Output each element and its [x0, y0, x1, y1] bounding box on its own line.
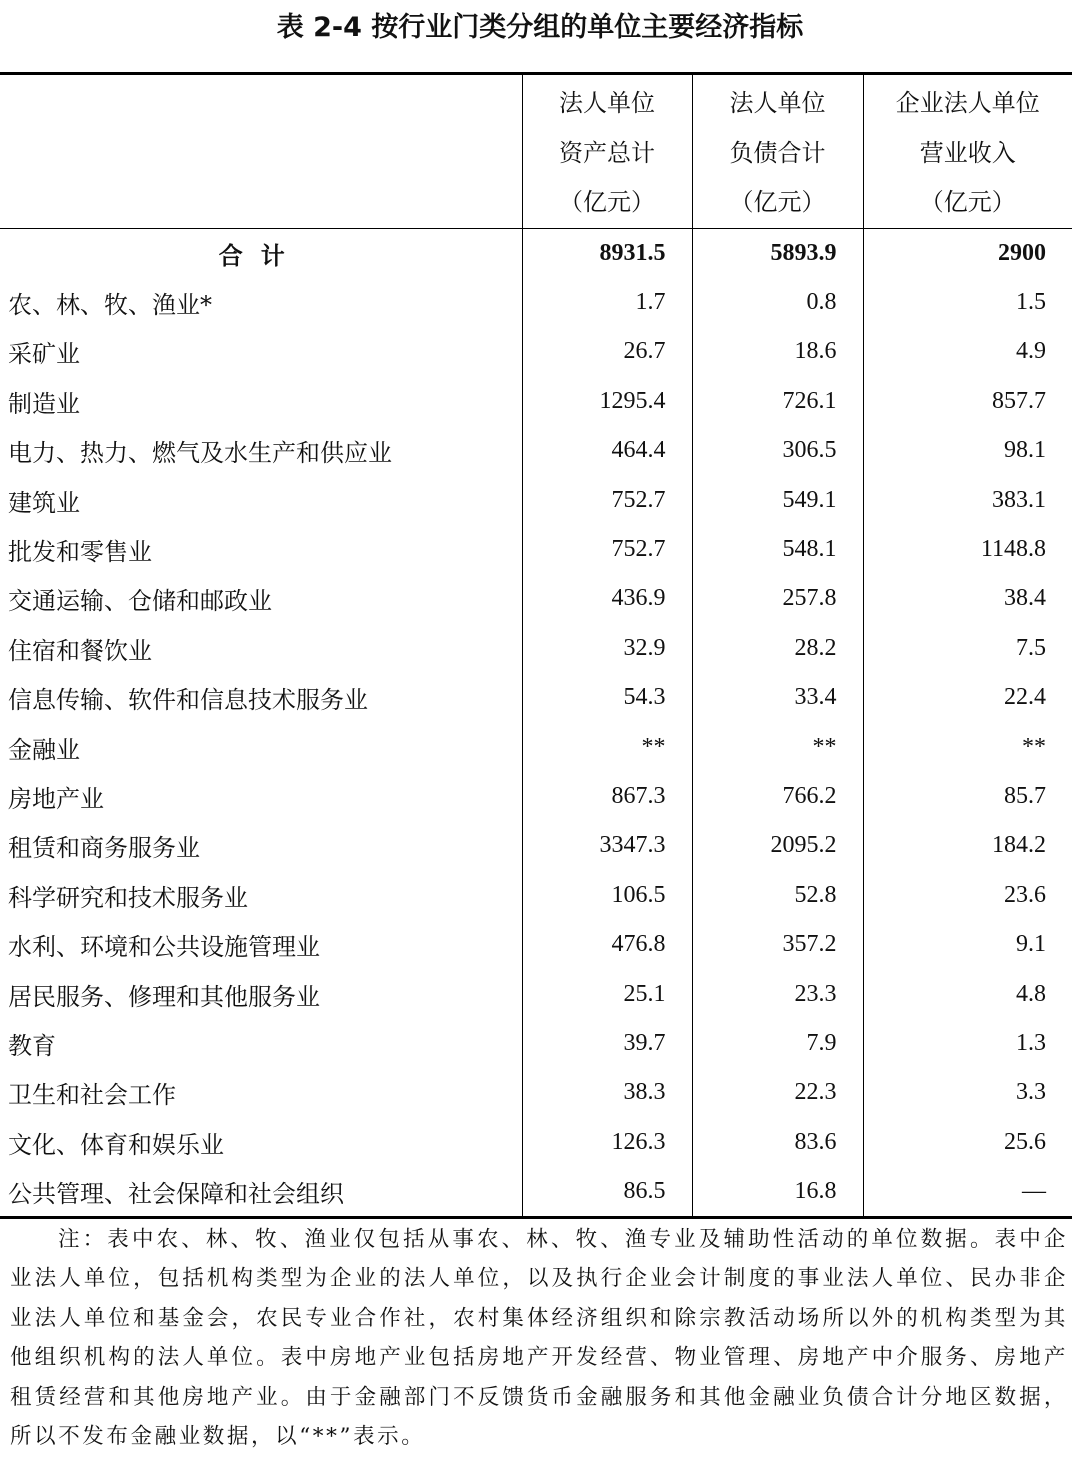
revenue-value: 4.8 [863, 969, 1072, 1018]
revenue-value: 98.1 [863, 426, 1072, 475]
industry-label: 卫生和社会工作 [8, 1081, 176, 1110]
revenue-value: 22.4 [863, 673, 1072, 722]
assets-value: 86.5 [522, 1167, 692, 1218]
revenue-value: 38.4 [863, 574, 1072, 623]
table-row [0, 525, 1072, 574]
industry-label: 信息传输、软件和信息技术服务业 [8, 686, 368, 715]
liabilities-value: 2095.2 [692, 821, 863, 870]
table-row [0, 475, 1072, 524]
liabilities-value: 52.8 [692, 871, 863, 920]
revenue-value: 1.5 [863, 278, 1072, 327]
header-line: （亿元） [919, 188, 1016, 216]
table-row [0, 969, 1072, 1018]
industry-label: 农、林、牧、渔业* [8, 291, 212, 320]
industry-label: 公共管理、社会保障和社会组织 [0, 1167, 522, 1218]
liabilities-value: 549.1 [692, 475, 863, 524]
industry-label: 金融业 [8, 735, 80, 764]
table-row [0, 426, 1072, 475]
liabilities-value: 766.2 [692, 772, 863, 821]
industry-label: 采矿业 [8, 340, 80, 369]
assets-value: 54.3 [522, 673, 692, 722]
assets-value: 32.9 [522, 624, 692, 673]
liabilities-value: 23.3 [692, 969, 863, 1018]
header-blank-cell [0, 74, 522, 229]
header-line: 企业法人单位 [895, 89, 1040, 117]
industry-label: 文化、体育和娱乐业 [8, 1130, 224, 1159]
industry-label: 电力、热力、燃气及水生产和供应业 [8, 439, 392, 468]
assets-value: 3347.3 [522, 821, 692, 870]
assets-value: 1.7 [522, 278, 692, 327]
header-line: 负债合计 [729, 138, 826, 167]
assets-value: 126.3 [522, 1118, 692, 1167]
total-label: 合计 [218, 240, 303, 270]
industry-label: 交通运输、仓储和邮政业 [8, 587, 272, 616]
revenue-value: 3.3 [863, 1068, 1072, 1117]
liabilities-value: 22.3 [692, 1068, 863, 1117]
table-title: 表 2-4 按行业门类分组的单位主要经济指标 [276, 12, 804, 43]
header-line: 法人单位 [729, 89, 826, 117]
revenue-value: ** [863, 722, 1072, 771]
industry-label: 居民服务、修理和其他服务业 [8, 982, 320, 1011]
header-row [0, 74, 1072, 229]
assets-value: 1295.4 [522, 377, 692, 426]
header-line: 法人单位 [559, 89, 655, 117]
table-row [0, 871, 1072, 920]
header-line: 资产总计 [559, 138, 655, 167]
table-row [0, 1019, 1072, 1068]
industry-label: 批发和零售业 [8, 538, 152, 567]
total-liabilities-value: 5893.9 [692, 228, 863, 278]
header-operating-revenue [863, 74, 1072, 229]
assets-value: 476.8 [522, 920, 692, 969]
liabilities-value: 7.9 [692, 1019, 863, 1068]
total-assets-value: 8931.5 [522, 228, 692, 278]
liabilities-value: 726.1 [692, 377, 863, 426]
liabilities-value: 83.6 [692, 1118, 863, 1167]
revenue-value: 1.3 [863, 1019, 1072, 1068]
liabilities-value: 28.2 [692, 624, 863, 673]
assets-value: 26.7 [522, 327, 692, 376]
statistics-table [0, 72, 1072, 1219]
liabilities-value: 16.8 [692, 1167, 863, 1218]
table-row [0, 821, 1072, 870]
industry-label: 教育 [8, 1031, 56, 1060]
industry-label: 房地产业 [8, 784, 104, 813]
revenue-value: 184.2 [863, 821, 1072, 870]
assets-value: 38.3 [522, 1068, 692, 1117]
assets-value: 25.1 [522, 969, 692, 1018]
liabilities-value: 306.5 [692, 426, 863, 475]
revenue-value: 85.7 [863, 772, 1072, 821]
table-row [0, 624, 1072, 673]
assets-value: 39.7 [522, 1019, 692, 1068]
revenue-value: — [863, 1167, 1072, 1218]
industry-label: 租赁和商务服务业 [8, 834, 200, 863]
revenue-value: 9.1 [863, 920, 1072, 969]
revenue-value: 857.7 [863, 377, 1072, 426]
revenue-value: 383.1 [863, 475, 1072, 524]
assets-value: 106.5 [522, 871, 692, 920]
liabilities-value: 357.2 [692, 920, 863, 969]
header-line: （亿元） [729, 188, 826, 216]
table-row [0, 673, 1072, 722]
table-row [0, 772, 1072, 821]
table-footnote: 注：表中农、林、牧、渔业仅包括从事农、林、牧、渔专业及辅助性活动的单位数据。表中企业法人单位，包括机构类型为企业的法人单位，以及执行企业会计制度的事业法人单位、民办非企业法人单位和基金会，农民专业合作社，农村集体经济组织和除宗教活动场所以外的机构类型为其他组织机构的法人单位。表中房地产业包括房地产开发经营、物业管理、房地产中介服务、房地产租赁经营和其他房地产业。由于金融部门不反馈货币金融服务和其他金融业负债合计分地区数据，所以不发布金融业数据，以“**”表示。 [10, 1227, 1068, 1450]
assets-value: 464.4 [522, 426, 692, 475]
table-row [0, 327, 1072, 376]
table-row [0, 1118, 1072, 1167]
table-row [0, 574, 1072, 623]
header-total-liabilities [692, 74, 863, 229]
liabilities-value: 548.1 [692, 525, 863, 574]
revenue-value: 23.6 [863, 871, 1072, 920]
industry-label: 建筑业 [8, 488, 80, 517]
header-line: （亿元） [559, 188, 655, 216]
table-row [0, 1068, 1072, 1117]
assets-value: 436.9 [522, 574, 692, 623]
assets-value: 867.3 [522, 772, 692, 821]
assets-value: 752.7 [522, 525, 692, 574]
assets-value: ** [522, 722, 692, 771]
industry-label: 住宿和餐饮业 [8, 636, 152, 665]
industry-label: 水利、环境和公共设施管理业 [8, 933, 320, 962]
table-row [0, 1167, 1072, 1218]
total-row [0, 228, 1072, 278]
liabilities-value: 18.6 [692, 327, 863, 376]
revenue-value: 25.6 [863, 1118, 1072, 1167]
table-row [0, 722, 1072, 771]
liabilities-value: ** [692, 722, 863, 771]
table-row [0, 377, 1072, 426]
assets-value: 752.7 [522, 475, 692, 524]
table-row [0, 278, 1072, 327]
liabilities-value: 33.4 [692, 673, 863, 722]
revenue-value: 4.9 [863, 327, 1072, 376]
revenue-value: 7.5 [863, 624, 1072, 673]
table-row [0, 920, 1072, 969]
liabilities-value: 257.8 [692, 574, 863, 623]
revenue-value: 1148.8 [863, 525, 1072, 574]
industry-label: 科学研究和技术服务业 [8, 883, 248, 912]
liabilities-value: 0.8 [692, 278, 863, 327]
industry-label: 制造业 [8, 389, 80, 418]
header-total-assets [522, 74, 692, 229]
statistics-table-container [0, 72, 1072, 1219]
total-revenue-value: 2900 [863, 228, 1072, 278]
header-line: 营业收入 [919, 138, 1016, 167]
